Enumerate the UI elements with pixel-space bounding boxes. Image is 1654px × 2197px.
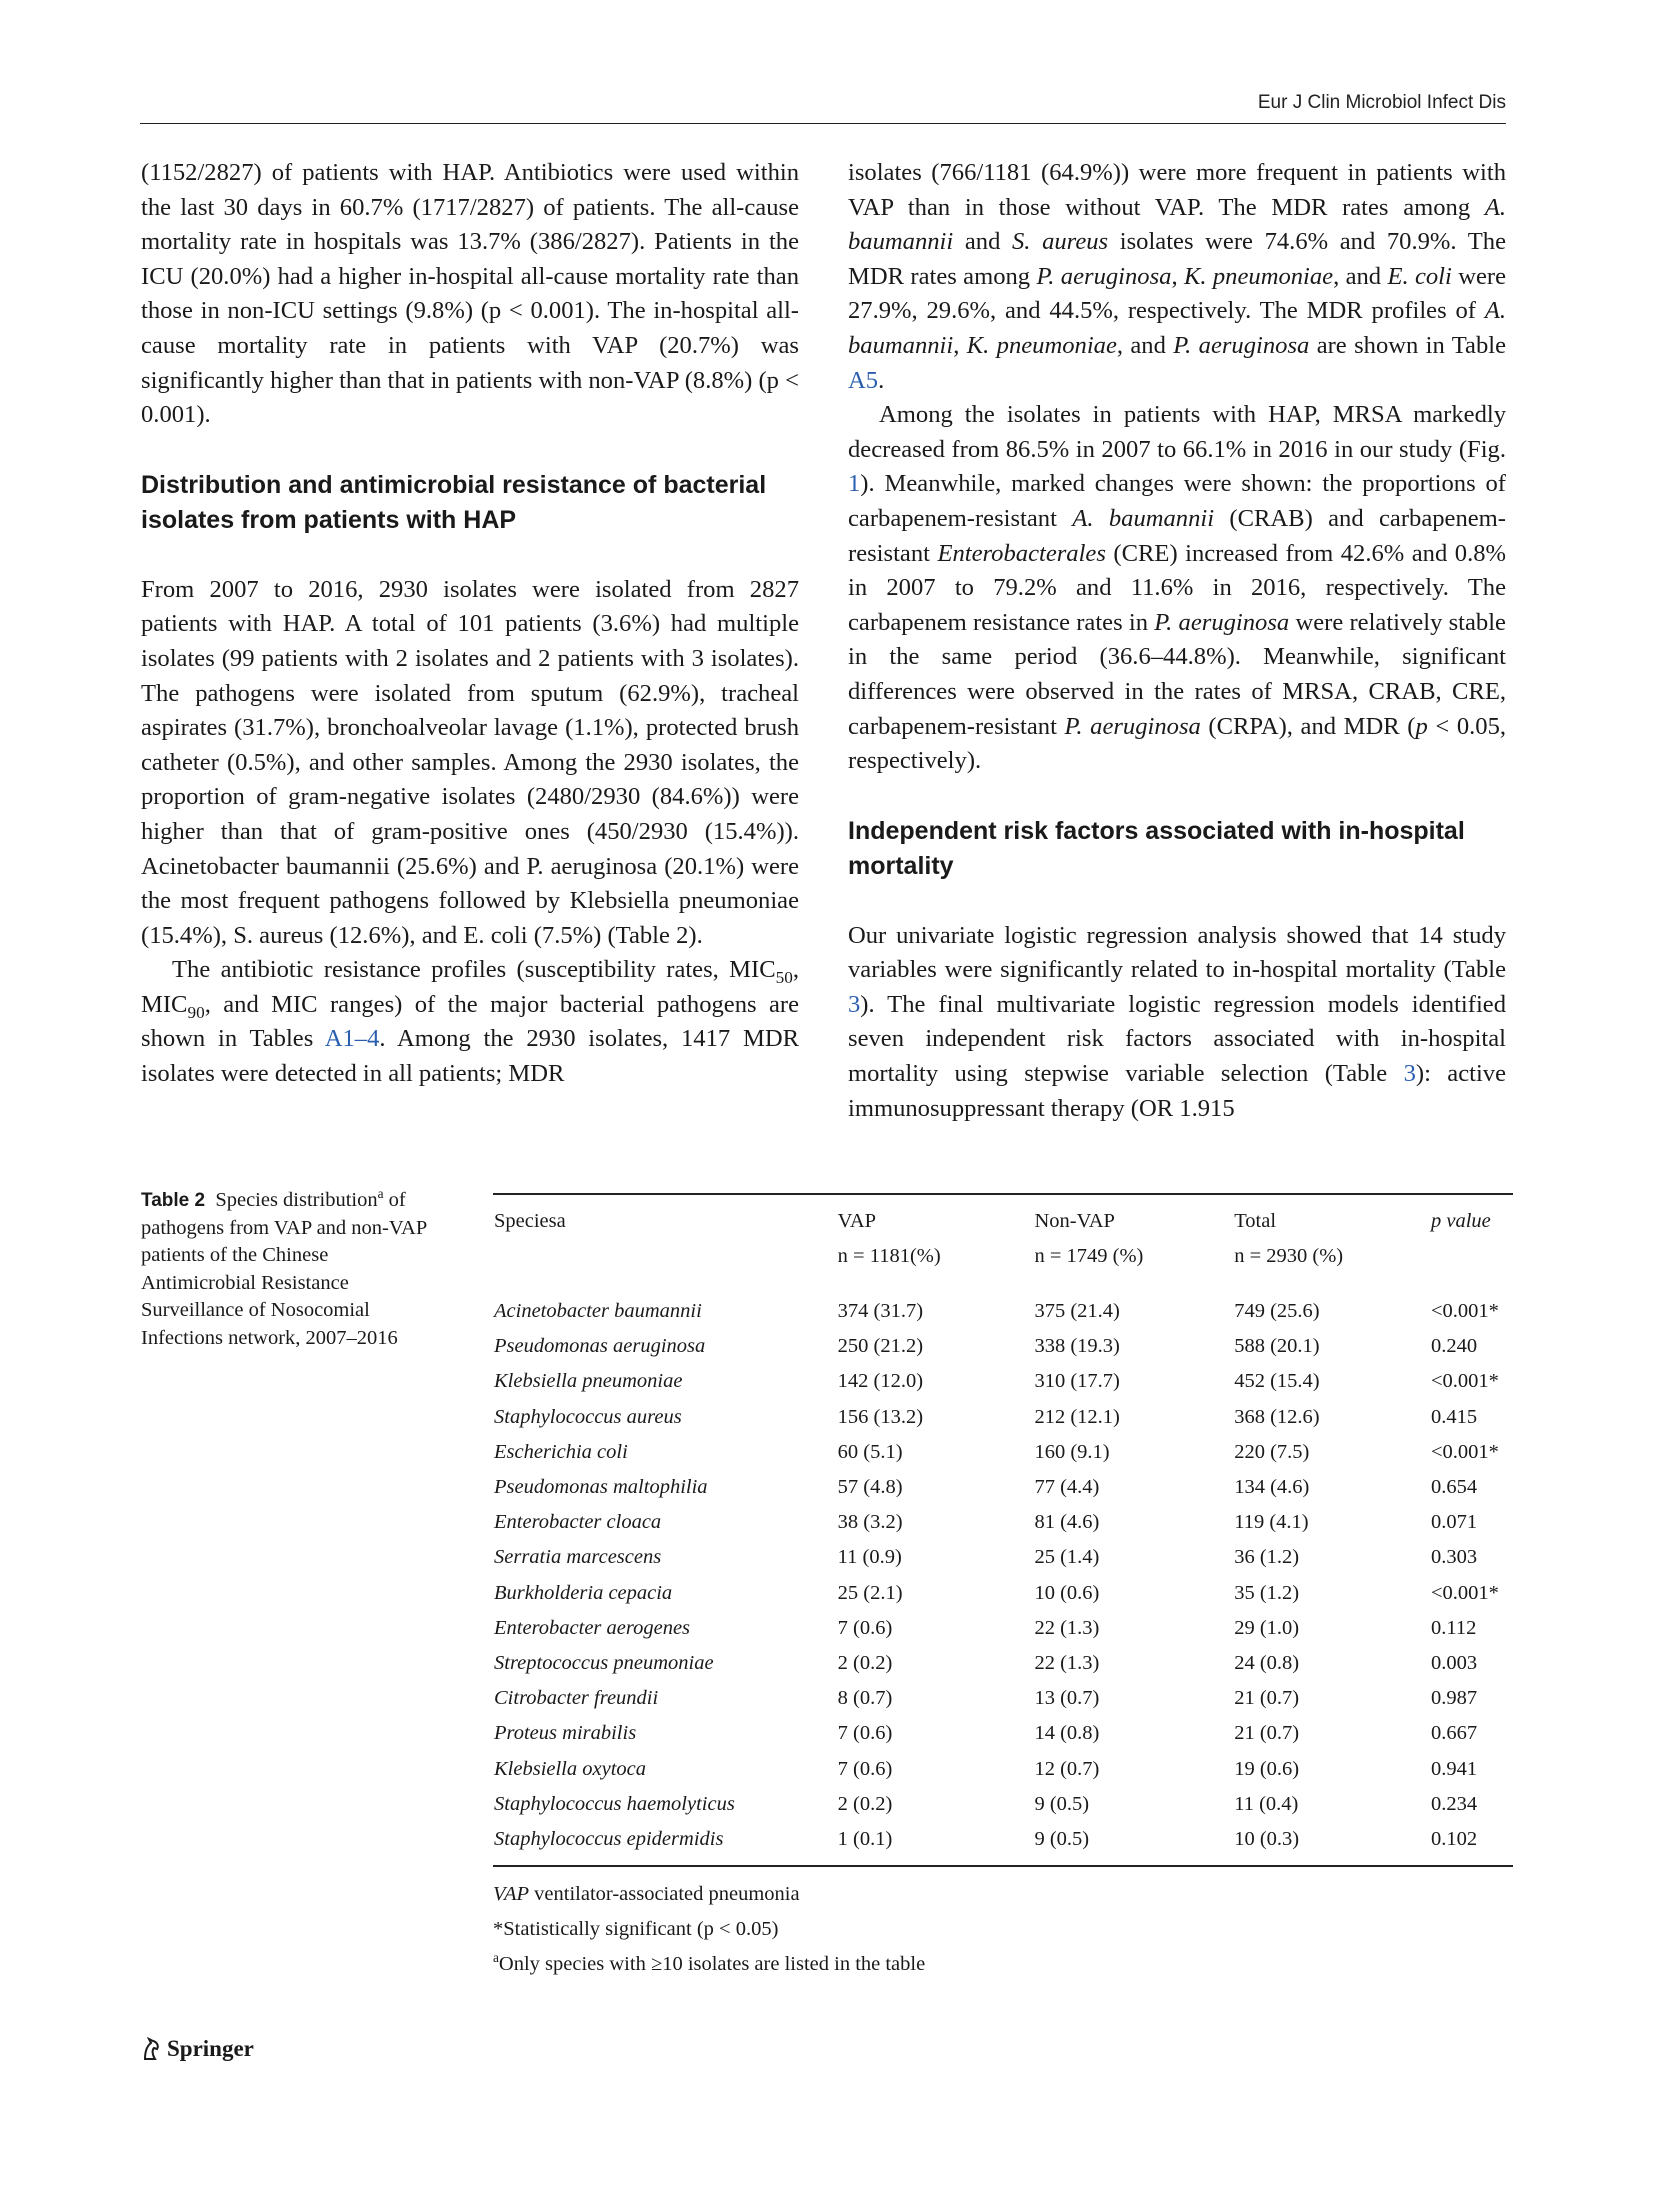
species-name-cell: Serratia marcescens xyxy=(494,1546,662,1569)
table-bottom-rule xyxy=(493,1865,1513,1867)
publisher-footer xyxy=(141,2036,254,2062)
subheader-vap: n = 1181(%) xyxy=(837,1245,941,1267)
table-cell: 250 (21.2) xyxy=(837,1335,924,1358)
table-cell: 0.234 xyxy=(1430,1792,1478,1815)
header-rule xyxy=(140,123,1506,124)
table-cell: 57 (4.8) xyxy=(837,1476,903,1499)
species-name-cell: Streptococcus pneumoniae xyxy=(494,1651,714,1674)
table-cell: 12 (0.7) xyxy=(1034,1757,1100,1780)
species-name-cell: Klebsiella oxytoca xyxy=(494,1757,646,1780)
paragraph: The antibiotic resistance profiles (susceptibility rates, $MIC_{50}$, $MIC_{90}$, and MIC ranges) of the major bacterial pathogens are shown in Tables A1–4. Among the 2930 isolates, 1417 MDR isolates were detected in all patients; MDR xyxy=(141,956,799,1088)
table-cell: 7 (0.6) xyxy=(837,1722,893,1745)
table-row xyxy=(493,1822,1513,1857)
species-name-cell: Burkholderia cepacia xyxy=(494,1581,673,1604)
table-cell: 22 (1.3) xyxy=(1034,1651,1100,1674)
table-link[interactable]: A1–4 xyxy=(324,1025,380,1053)
left-column xyxy=(141,156,799,1092)
table-cell: 0.112 xyxy=(1430,1616,1477,1639)
table-cell: 0.003 xyxy=(1430,1651,1478,1674)
table-cell: 25 (2.1) xyxy=(837,1581,903,1604)
table-cell: 21 (0.7) xyxy=(1234,1687,1300,1710)
table-cell: <0.001* xyxy=(1430,1300,1499,1323)
header-p-value: p value xyxy=(1430,1210,1491,1232)
paragraph: Among the isolates in patients with HAP, MRSA markedly decreased from 86.5% in 2007 to 66.1% in 2016 in our study (Fig. 1). Meanwhile, marked changes were shown: the proportions of carbapenem-resistant A. baumannii (CRAB) and carbapenem-resistant Enterobacterales (CRE) increased from 42.6% and 0.8% in 2007 to 79.2% and 11.6% in 2016, respectively. The carbapenem resistance rates in P. aeruginosa were relatively stable in the same period (36.6–44.8%). Meanwhile, significant differences were observed in the rates of MRSA, CRAB, CRE, carbapenem-resistant P. aeruginosa (CRPA), and MDR (p < 0.05, respectively). xyxy=(848,401,1507,775)
springer-horse-icon xyxy=(141,2037,161,2061)
species-table xyxy=(493,1193,1513,1982)
table-caption: Table 2 Species distribution$^a$ of pathogens from VAP and non-VAP patients of the Chinese Antimicrobial Resistance Surveillance of Nosocomial Infections network, 2007–2016 xyxy=(141,1186,427,1349)
table-cell: 22 (1.3) xyxy=(1034,1616,1100,1639)
table-row xyxy=(493,1288,1513,1329)
table-cell: 7 (0.6) xyxy=(837,1616,893,1639)
header-non-vap: Non-VAP xyxy=(1034,1210,1115,1232)
table-cell: 0.987 xyxy=(1430,1687,1478,1710)
table-cell: 60 (5.1) xyxy=(837,1440,903,1463)
table-cell: 142 (12.0) xyxy=(837,1370,924,1393)
table-cell: <0.001* xyxy=(1430,1370,1499,1393)
table-row xyxy=(493,1540,1513,1575)
table-cell: 10 (0.3) xyxy=(1234,1827,1300,1850)
species-name-cell: Enterobacter aerogenes xyxy=(494,1616,691,1639)
table-row xyxy=(493,1505,1513,1540)
table-cell: 2 (0.2) xyxy=(837,1651,893,1674)
table-cell: 338 (19.3) xyxy=(1034,1335,1120,1358)
table-cell: 134 (4.6) xyxy=(1234,1476,1310,1499)
table-row xyxy=(493,1470,1513,1505)
species-name-cell: Staphylococcus haemolyticus xyxy=(494,1792,735,1815)
table-note: VAP ventilator-associated pneumonia xyxy=(493,1883,800,1905)
table-cell: 1 (0.1) xyxy=(837,1827,893,1850)
table-note: $^a$Only species with ≥10 isolates are listed in the table xyxy=(493,1950,926,1975)
table-cell: 25 (1.4) xyxy=(1034,1546,1100,1569)
table-cell: 160 (9.1) xyxy=(1034,1440,1110,1463)
paragraph: isolates (766/1181 (64.9%)) were more frequent in patients with VAP than in those without VAP. The MDR rates among A. baumannii and S. aureus isolates were 74.6% and 70.9%. The MDR rates among P. aeruginosa, K. pneumoniae, and E. coli were 27.9%, 29.6%, and 44.5%, respectively. The MDR profiles of A. baumannii, K. pneumoniae, and P. aeruginosa are shown in Table A5. xyxy=(848,159,1506,394)
table-cell: 2 (0.2) xyxy=(837,1792,893,1815)
table-cell: 38 (3.2) xyxy=(837,1511,903,1534)
table-cell: <0.001* xyxy=(1430,1581,1499,1604)
paragraph: From 2007 to 2016, 2930 isolates were isolated from 2827 patients with HAP. A total of 101 patients (3.6%) had multiple isolates (99 patients with 2 isolates and 2 patients with 3 isolates). The pathogens were isolated from sputum (62.9%), tracheal aspirates (31.7%), bronchoalveolar lavage (1.1%), protected brush catheter (0.5%), and other samples. Among the 2930 isolates, the proportion of gram-negative isolates (2480/2930 (84.6%)) were higher than that of gram-positive ones (450/2930 (15.4%)). Acinetobacter baumannii (25.6%) and P. aeruginosa (20.1%) were the most frequent pathogens followed by Klebsiella pneumoniae (15.4%), S. aureus (12.6%), and E. coli (7.5%) (Table 2). xyxy=(141,575,799,949)
table-cell: 81 (4.6) xyxy=(1034,1511,1100,1534)
table-cell: 212 (12.1) xyxy=(1034,1405,1120,1428)
table-link[interactable]: 3 xyxy=(1403,1060,1416,1088)
table-cell: 0.654 xyxy=(1430,1476,1478,1499)
table-row xyxy=(493,1751,1513,1786)
species-name-cell: Citrobacter freundii xyxy=(494,1687,659,1710)
table-cell: 21 (0.7) xyxy=(1234,1722,1300,1745)
paragraph: Our univariate logistic regression analysis showed that 14 study variables were significantly related to in-hospital mortality (Table 3). The final multivariate logistic regression models identified seven independent risk factors associated with in-hospital mortality using stepwise variable selection (Table 3): active immunosuppressant therapy (OR 1.915 xyxy=(848,921,1506,1122)
table-label: Table 2 xyxy=(141,1190,206,1211)
table-row xyxy=(493,1435,1513,1470)
table-link[interactable]: 3 xyxy=(848,990,861,1018)
table-cell: 11 (0.9) xyxy=(837,1546,902,1569)
table-cell: 452 (15.4) xyxy=(1234,1370,1320,1393)
table-cell: 375 (21.4) xyxy=(1034,1300,1120,1323)
table-cell: 24 (0.8) xyxy=(1234,1651,1300,1674)
table-row xyxy=(493,1787,1513,1822)
species-name-cell: Staphylococcus aureus xyxy=(494,1405,682,1428)
section-heading: Distribution and antimicrobial resistance of bacterial isolates from patients with HAP xyxy=(141,470,767,534)
table-cell: 119 (4.1) xyxy=(1234,1511,1309,1534)
table-cell: 7 (0.6) xyxy=(837,1757,893,1780)
table-cell: <0.001* xyxy=(1430,1440,1499,1463)
table-cell: 588 (20.1) xyxy=(1234,1335,1320,1358)
section-heading: Independent risk factors associated with in-hospital mortality xyxy=(848,816,1465,880)
subheader-total: n = 2930 (%) xyxy=(1234,1245,1344,1267)
table-cell: 0.941 xyxy=(1430,1757,1478,1780)
header-species: Speciesa xyxy=(494,1210,566,1232)
table-cell: 0.071 xyxy=(1430,1511,1478,1534)
publisher-name: Springer xyxy=(167,2036,254,2061)
figure-link[interactable]: 1 xyxy=(848,470,861,498)
table-cell: 77 (4.4) xyxy=(1034,1476,1100,1499)
species-name-cell: Proteus mirabilis xyxy=(494,1722,637,1745)
table-cell: 35 (1.2) xyxy=(1234,1581,1300,1604)
table-cell: 11 (0.4) xyxy=(1234,1792,1299,1815)
table-cell: 156 (13.2) xyxy=(837,1405,924,1428)
table-cell: 374 (31.7) xyxy=(837,1300,924,1323)
species-name-cell: Enterobacter cloaca xyxy=(494,1511,662,1534)
table-cell: 220 (7.5) xyxy=(1234,1440,1310,1463)
table-row xyxy=(493,1681,1513,1716)
table-cell: 0.102 xyxy=(1430,1827,1478,1850)
table-cell: 368 (12.6) xyxy=(1234,1405,1320,1428)
table-cell: 310 (17.7) xyxy=(1034,1370,1120,1393)
table-cell: 36 (1.2) xyxy=(1234,1546,1300,1569)
table-cell: 14 (0.8) xyxy=(1034,1722,1100,1745)
table-cell: 29 (1.0) xyxy=(1234,1616,1300,1639)
table-row xyxy=(493,1646,1513,1681)
table-cell: 10 (0.6) xyxy=(1034,1581,1100,1604)
table-cell: 749 (25.6) xyxy=(1234,1300,1320,1323)
table-cell: 0.303 xyxy=(1430,1546,1478,1569)
header-vap: VAP xyxy=(837,1210,877,1232)
table-row xyxy=(493,1364,1513,1399)
journal-title: Eur J Clin Microbiol Infect Dis xyxy=(1257,92,1506,113)
table-notes xyxy=(493,1877,1513,1982)
table-cell: 0.240 xyxy=(1430,1335,1478,1358)
species-name-cell: Staphylococcus epidermidis xyxy=(494,1827,724,1850)
species-name-cell: Pseudomonas aeruginosa xyxy=(494,1335,706,1358)
table-note: *Statistically significant (p < 0.05) xyxy=(493,1918,779,1940)
table-cell: 19 (0.6) xyxy=(1234,1757,1300,1780)
species-name-cell: Pseudomonas maltophilia xyxy=(494,1476,708,1499)
table-cell: 13 (0.7) xyxy=(1034,1687,1100,1710)
right-column xyxy=(848,156,1506,1126)
table-cell: 0.667 xyxy=(1430,1722,1478,1745)
table-row xyxy=(493,1716,1513,1751)
paragraph: (1152/2827) of patients with HAP. Antibiotics were used within the last 30 days in 60.7% (1717/2827) of patients. The all-cause mortality rate in hospitals was 13.7% (386/2827). Patients in the ICU (20.0%) had a higher in-hospital all-cause mortality rate than those in non-ICU settings (9.8%) (p < 0.001). The in-hospital all-cause mortality rate in patients with VAP (20.7%) was significantly higher than that in patients with non-VAP (8.8%) (p < 0.001). xyxy=(141,159,799,429)
table-row xyxy=(493,1400,1513,1435)
table-row xyxy=(493,1611,1513,1646)
subheader-non-vap: n = 1749 (%) xyxy=(1034,1245,1144,1267)
table-cell: 9 (0.5) xyxy=(1034,1827,1090,1850)
species-name-cell: Acinetobacter baumannii xyxy=(494,1300,702,1323)
table-cell: 9 (0.5) xyxy=(1034,1792,1090,1815)
header-total: Total xyxy=(1234,1210,1277,1232)
table-link[interactable]: A5 xyxy=(848,366,879,394)
table-row xyxy=(493,1329,1513,1364)
species-name-cell: Klebsiella pneumoniae xyxy=(494,1370,683,1393)
table-cell: 8 (0.7) xyxy=(837,1687,893,1710)
table-row xyxy=(493,1576,1513,1611)
species-name-cell: Escherichia coli xyxy=(494,1440,628,1463)
table-cell: 0.415 xyxy=(1430,1405,1478,1428)
